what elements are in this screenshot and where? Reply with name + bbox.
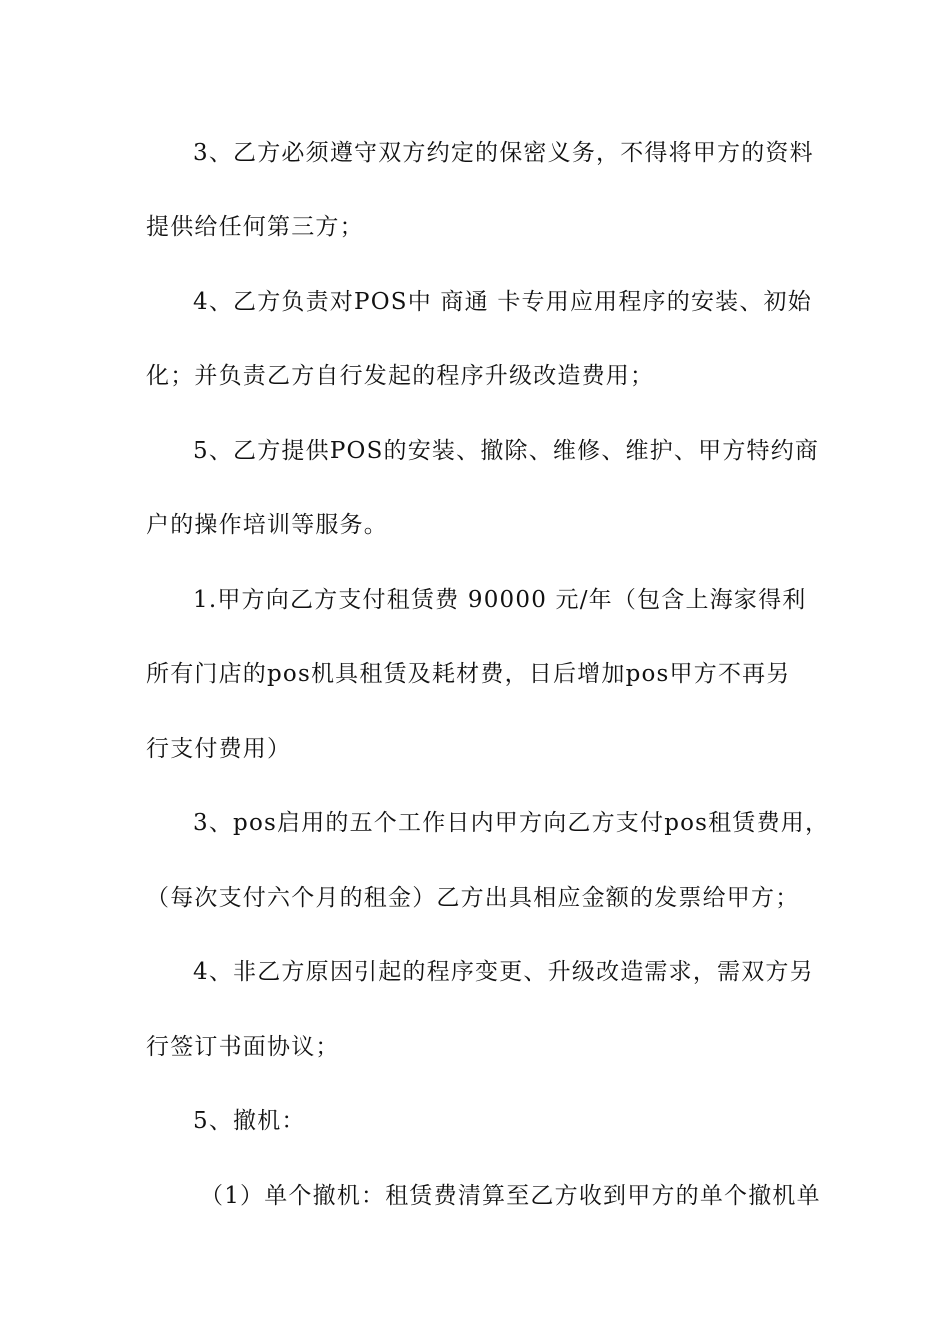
payment-1-line-1: 1.甲方向乙方支付租赁费 90000 元/年（包含上海家得利 bbox=[193, 587, 807, 613]
clause-5-line-1: 5、乙方提供POS的安装、撤除、维修、维护、甲方特约商 bbox=[193, 438, 820, 464]
clause-3-line-1: 3、乙方必须遵守双方约定的保密义务，不得将甲方的资料 bbox=[193, 140, 814, 166]
payment-1-line-3: 行支付费用） bbox=[146, 736, 292, 762]
single-removal-line: （1）单个撤机：租赁费清算至乙方收到甲方的单个撤机单 bbox=[200, 1183, 821, 1209]
clause-5-line-2: 户的操作培训等服务。 bbox=[146, 512, 388, 538]
payment-4-line-1: 4、非乙方原因引起的程序变更、升级改造需求，需双方另 bbox=[193, 959, 814, 985]
payment-5-heading: 5、撤机： bbox=[193, 1108, 306, 1134]
payment-1-line-2: 所有门店的pos机具租赁及耗材费，日后增加pos甲方不再另 bbox=[146, 661, 791, 687]
payment-4-line-2: 行签订书面协议； bbox=[146, 1034, 340, 1060]
payment-3-line-1: 3、pos启用的五个工作日内甲方向乙方支付pos租赁费用， bbox=[193, 810, 830, 836]
payment-3-line-2: （每次支付六个月的租金）乙方出具相应金额的发票给甲方； bbox=[146, 885, 800, 911]
clause-4-line-2: 化；并负责乙方自行发起的程序升级改造费用； bbox=[146, 363, 655, 389]
clause-3-line-2: 提供给任何第三方； bbox=[146, 214, 364, 240]
clause-4-line-1: 4、乙方负责对POS中 商通 卡专用应用程序的安装、初始 bbox=[193, 289, 812, 315]
